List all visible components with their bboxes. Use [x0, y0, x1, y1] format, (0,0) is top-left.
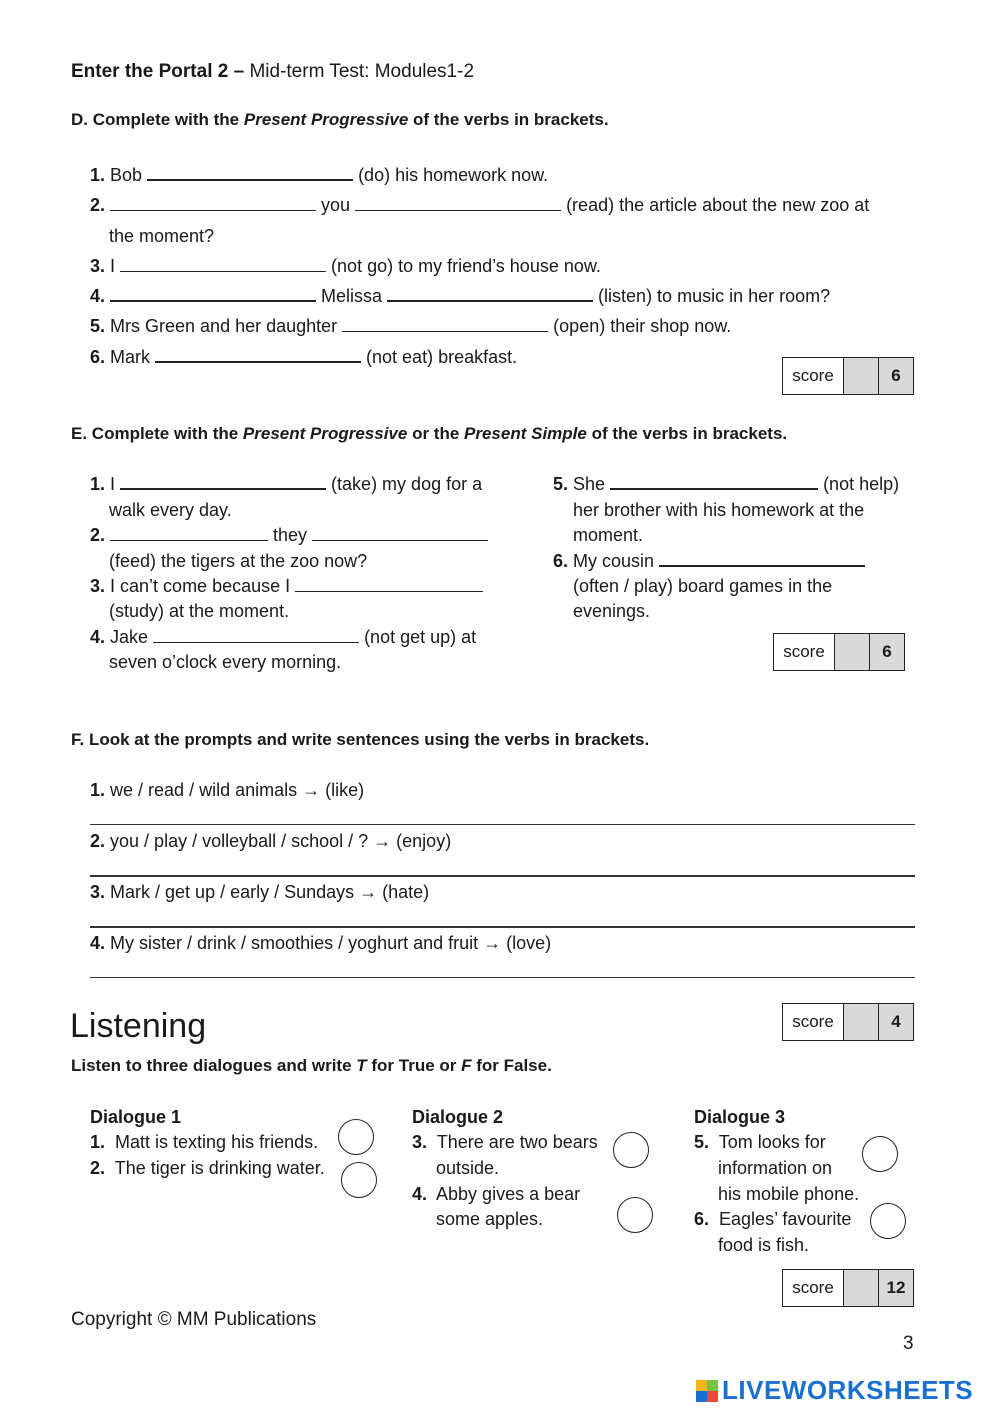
score-box-d: score 6 — [782, 357, 914, 395]
answer-blank[interactable] — [355, 196, 561, 211]
f-item-2: 2. you / play / volleyball / school / ? → (enjoy) — [90, 831, 452, 851]
f-item-1: 1. we / read / wild animals → (like) — [90, 780, 365, 800]
e-item-6-cont2: evenings. — [573, 601, 651, 621]
answer-blank[interactable] — [110, 196, 316, 211]
answer-blank[interactable] — [312, 526, 488, 541]
dialogue-1-item-2: 2. The tiger is drinking water. — [90, 1158, 325, 1178]
e-item-3: 3. I can’t come because I — [90, 576, 483, 597]
score-box-f: score 4 — [782, 1003, 914, 1041]
answer-line[interactable] — [90, 977, 915, 978]
e-item-5: 5. She (not help) — [553, 474, 900, 494]
dialogue-2-item-4-cont: some apples. — [436, 1209, 544, 1229]
score-box-listening: score 12 — [782, 1269, 914, 1307]
answer-blank[interactable] — [110, 286, 316, 302]
d-item-2-cont: the moment? — [109, 226, 215, 246]
e-item-1-cont: walk every day. — [109, 500, 232, 520]
page-header — [71, 61, 474, 83]
dialogue-2-item-3-cont: outside. — [436, 1158, 500, 1178]
dialogue-2-item-3: 3. There are two bears — [412, 1132, 598, 1152]
section-f-instruction: F. Look at the prompts and write sentences using the verbs in brackets. — [71, 730, 650, 749]
dialogue-3-item-6-cont: food is fish. — [718, 1235, 810, 1255]
answer-blank[interactable] — [120, 474, 326, 490]
listening-instruction: Listen to three dialogues and write T for True or F for False. — [71, 1056, 552, 1075]
dialogue-3-title: Dialogue 3 — [694, 1107, 786, 1127]
answer-blank[interactable] — [295, 577, 483, 592]
answer-circle[interactable] — [870, 1203, 906, 1239]
liveworksheets-logo[interactable] — [696, 1375, 973, 1406]
e-item-6-cont: (often / play) board games in the — [573, 576, 833, 596]
header-subtitle: Mid-term Test: Modules1-2 — [244, 61, 475, 82]
liveworksheets-icon — [696, 1380, 718, 1402]
answer-line[interactable] — [90, 875, 915, 877]
answer-blank[interactable] — [120, 257, 326, 272]
dialogue-1-item-1: 1. Matt is texting his friends. — [90, 1132, 319, 1152]
answer-blank[interactable] — [110, 526, 268, 541]
logo-text: LIVEWORKSHEETS — [722, 1375, 974, 1405]
d-item-3: 3. I (not go) to my friend’s house now. — [90, 256, 601, 276]
dialogue-2-item-4: 4. Abby gives a bear — [412, 1184, 581, 1204]
f-item-4: 4. My sister / drink / smoothies / yoghurt and fruit → (love) — [90, 933, 552, 953]
dialogue-2-title: Dialogue 2 — [412, 1107, 504, 1127]
e-item-6: 6. My cousin — [553, 551, 865, 572]
d-item-2: 2. you (read) the article about the new zoo at — [90, 195, 870, 215]
d-item-5: 5. Mrs Green and her daughter (open) their shop now. — [90, 316, 732, 336]
e-item-5-cont2: moment. — [573, 525, 644, 545]
e-item-4: 4. Jake (not get up) at — [90, 627, 477, 647]
answer-blank[interactable] — [610, 474, 818, 490]
answer-circle[interactable] — [862, 1136, 898, 1172]
section-d-instruction: D. Complete with the Present Progressive of the verbs in brackets. — [71, 110, 609, 129]
d-item-1: 1. Bob (do) his homework now. — [90, 165, 549, 185]
dialogue-3-item-6: 6. Eagles’ favourite — [694, 1209, 852, 1229]
e-item-2-cont: (feed) the tigers at the zoo now? — [109, 551, 368, 571]
header-title: Enter the Portal 2 – — [71, 61, 245, 82]
listening-title: Listening — [70, 1007, 207, 1045]
answer-circle[interactable] — [613, 1132, 649, 1168]
answer-circle[interactable] — [617, 1197, 653, 1233]
dialogue-1-title: Dialogue 1 — [90, 1107, 182, 1127]
score-box-e: score 6 — [773, 633, 905, 671]
answer-line[interactable] — [90, 824, 915, 825]
answer-blank[interactable] — [153, 628, 359, 643]
answer-blank[interactable] — [387, 286, 593, 302]
e-item-1: 1. I (take) my dog for a — [90, 474, 483, 494]
e-item-5-cont: her brother with his homework at the — [573, 500, 865, 520]
score-input[interactable] — [843, 1004, 879, 1040]
answer-blank[interactable] — [659, 551, 865, 567]
answer-circle[interactable] — [341, 1162, 377, 1198]
section-e-instruction: E. Complete with the Present Progressive or the Present Simple of the verbs in brackets. — [71, 424, 788, 443]
score-input[interactable] — [843, 1270, 879, 1306]
answer-circle[interactable] — [338, 1119, 374, 1155]
e-item-4-cont: seven o’clock every morning. — [109, 652, 342, 672]
dialogue-3-item-5: 5. Tom looks for — [694, 1132, 826, 1152]
d-item-6: 6. Mark (not eat) breakfast. — [90, 347, 518, 367]
dialogue-3-item-5-cont2: his mobile phone. — [718, 1184, 860, 1204]
page-number: 3 — [903, 1333, 914, 1354]
answer-blank[interactable] — [342, 317, 548, 332]
score-input[interactable] — [843, 358, 879, 394]
answer-line[interactable] — [90, 926, 915, 928]
e-item-2: 2. they — [90, 525, 488, 546]
score-input[interactable] — [834, 634, 870, 670]
f-item-3: 3. Mark / get up / early / Sundays → (hate) — [90, 882, 430, 902]
answer-blank[interactable] — [155, 347, 361, 363]
dialogue-3-item-5-cont: information on — [718, 1158, 833, 1178]
e-item-3-cont: (study) at the moment. — [109, 601, 290, 621]
answer-blank[interactable] — [147, 165, 353, 181]
copyright: Copyright © MM Publications — [71, 1309, 317, 1330]
d-item-4: 4. Melissa (listen) to music in her room? — [90, 286, 831, 306]
